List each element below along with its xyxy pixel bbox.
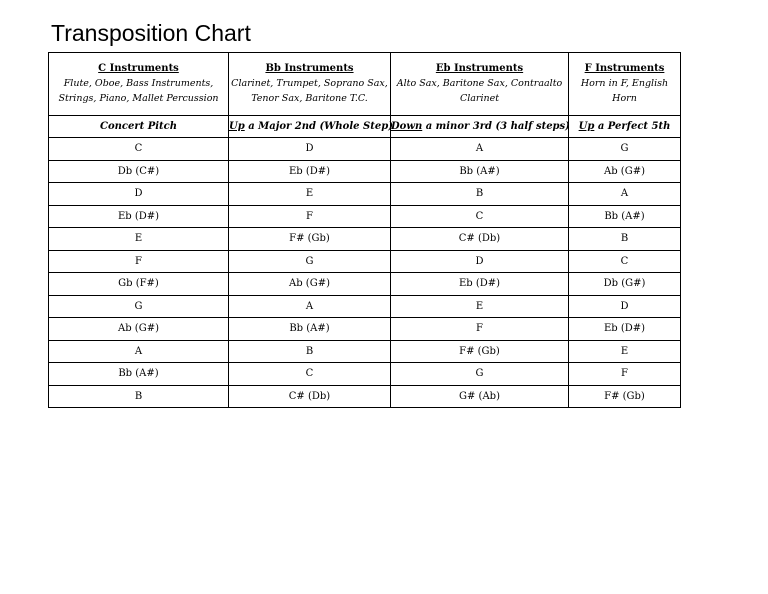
note-cell-c: B — [49, 385, 229, 408]
note-cell-f: Ab (G#) — [569, 160, 681, 183]
note-cell-bb: C# (Db) — [229, 385, 391, 408]
note-cell-f: F# (Gb) — [569, 385, 681, 408]
note-cell-eb: B — [391, 183, 569, 206]
note-cell-f: B — [569, 228, 681, 251]
column-header-c — [49, 53, 229, 116]
interval-text: a Perfect 5th — [594, 121, 671, 132]
page-title: Transposition Chart — [51, 20, 251, 46]
table-row — [49, 385, 681, 408]
table-row — [49, 205, 681, 228]
column-title: Eb Instruments — [435, 63, 524, 74]
note-cell-c: Db (C#) — [49, 160, 229, 183]
column-title: C Instruments — [98, 63, 179, 74]
note-cell-c: Eb (D#) — [49, 205, 229, 228]
note-cell-bb: F# (Gb) — [229, 228, 391, 251]
transposition-table — [48, 52, 681, 408]
note-cell-bb: A — [229, 295, 391, 318]
table-row — [49, 250, 681, 273]
note-cell-c: E — [49, 228, 229, 251]
column-header-eb — [391, 53, 569, 116]
notes-body — [49, 138, 681, 408]
note-cell-f: Db (G#) — [569, 273, 681, 296]
interval-text: a Major 2nd (Whole Step) — [244, 121, 393, 132]
column-title: F Instruments — [584, 63, 665, 74]
interval-row — [49, 116, 681, 138]
column-header-f — [569, 53, 681, 116]
note-cell-eb: G# (Ab) — [391, 385, 569, 408]
note-cell-c: Bb (A#) — [49, 363, 229, 386]
table-row — [49, 340, 681, 363]
column-header-bb — [229, 53, 391, 116]
interval-text: Concert Pitch — [99, 121, 178, 132]
interval-cell-bb — [229, 116, 391, 138]
column-instruments: Horn in F, English Horn — [580, 78, 669, 104]
note-cell-c: F — [49, 250, 229, 273]
note-cell-c: C — [49, 138, 229, 161]
note-cell-bb: Bb (A#) — [229, 318, 391, 341]
note-cell-f: Eb (D#) — [569, 318, 681, 341]
note-cell-eb: A — [391, 138, 569, 161]
table-row — [49, 228, 681, 251]
note-cell-bb: Eb (D#) — [229, 160, 391, 183]
table-row — [49, 273, 681, 296]
interval-direction: Up — [229, 121, 245, 132]
instrument-header-row — [49, 53, 681, 116]
column-instruments: Alto Sax, Baritone Sax, Contraalto Clarinet — [396, 78, 563, 104]
table-row — [49, 183, 681, 206]
note-cell-bb: E — [229, 183, 391, 206]
table-row — [49, 138, 681, 161]
note-cell-bb: B — [229, 340, 391, 363]
interval-direction: Up — [578, 121, 595, 132]
interval-text: a minor 3rd (3 half steps) — [422, 121, 570, 132]
interval-cell-eb — [391, 116, 569, 138]
note-cell-c: G — [49, 295, 229, 318]
note-cell-f: C — [569, 250, 681, 273]
table-row — [49, 295, 681, 318]
note-cell-bb: D — [229, 138, 391, 161]
interval-direction: Down — [391, 121, 423, 132]
note-cell-bb: Ab (G#) — [229, 273, 391, 296]
interval-cell-c — [49, 116, 229, 138]
note-cell-f: F — [569, 363, 681, 386]
column-title: Bb Instruments — [265, 63, 354, 74]
note-cell-f: Bb (A#) — [569, 205, 681, 228]
note-cell-c: Ab (G#) — [49, 318, 229, 341]
note-cell-eb: F# (Gb) — [391, 340, 569, 363]
note-cell-c: Gb (F#) — [49, 273, 229, 296]
note-cell-bb: C — [229, 363, 391, 386]
table-row — [49, 160, 681, 183]
note-cell-bb: F — [229, 205, 391, 228]
note-cell-f: G — [569, 138, 681, 161]
note-cell-eb: C — [391, 205, 569, 228]
note-cell-f: D — [569, 295, 681, 318]
note-cell-eb: E — [391, 295, 569, 318]
table-row — [49, 318, 681, 341]
note-cell-eb: G — [391, 363, 569, 386]
note-cell-c: A — [49, 340, 229, 363]
note-cell-eb: F — [391, 318, 569, 341]
column-instruments: Clarinet, Trumpet, Soprano Sax, Tenor Sax, Baritone T.C. — [231, 78, 388, 104]
note-cell-eb: Bb (A#) — [391, 160, 569, 183]
note-cell-f: A — [569, 183, 681, 206]
interval-cell-f — [569, 116, 681, 138]
note-cell-bb: G — [229, 250, 391, 273]
note-cell-f: E — [569, 340, 681, 363]
note-cell-eb: C# (Db) — [391, 228, 569, 251]
note-cell-eb: Eb (D#) — [391, 273, 569, 296]
table-row — [49, 363, 681, 386]
note-cell-c: D — [49, 183, 229, 206]
note-cell-eb: D — [391, 250, 569, 273]
column-instruments: Flute, Oboe, Bass Instruments, Strings, Piano, Mallet Percussion — [58, 78, 219, 104]
